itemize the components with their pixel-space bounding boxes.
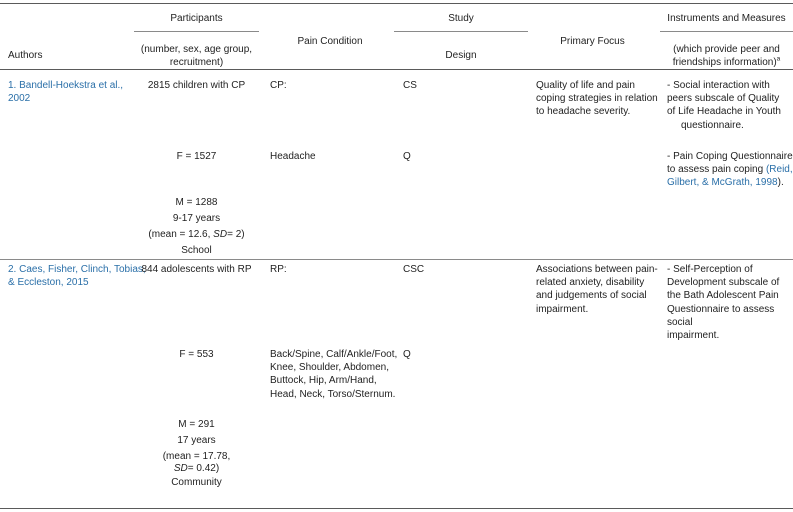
header-participants: Participants	[170, 13, 223, 24]
row2-focus-line4: impairment.	[536, 303, 589, 315]
row1-sd-label: SD	[213, 229, 228, 240]
row1-age: 9-17 years	[172, 213, 221, 224]
row2-instr1-line4: Questionnaire to assess social	[667, 303, 775, 328]
header-primary-focus: Primary Focus	[560, 36, 625, 47]
row2-pain-detail-line2: Knee, Shoulder, Abdomen,	[270, 362, 389, 374]
row2-design-sub: Q	[403, 349, 411, 360]
header-study: Study	[448, 13, 474, 24]
table-bottom-rule	[0, 508, 793, 509]
row1-instr2-line1: - Pain Coping Questionnaire	[667, 151, 793, 162]
header-participants-sub	[134, 43, 259, 69]
header-pain-condition: Pain Condition	[297, 36, 363, 47]
row1-design-sub: Q	[403, 151, 411, 162]
instruments-sub-line2-text: friendships information)	[672, 57, 777, 69]
row1-focus-line1: Quality of life and pain	[536, 80, 635, 91]
row2-focus-line3: and judgements of social	[536, 290, 647, 302]
row1-instrument1	[667, 79, 781, 132]
row2-focus-line1: Associations between pain-	[536, 264, 658, 275]
row2-age: 17 years	[177, 435, 216, 446]
row2-instrument1	[667, 263, 793, 342]
row2-instr1-line2: Development subscale of	[667, 277, 780, 289]
instruments-group-rule	[660, 31, 793, 32]
row2-focus	[536, 263, 658, 316]
row2-instr1-line1: - Self-Perception of	[667, 264, 753, 275]
participants-sub-line1: (number, sex, age group,	[140, 44, 253, 55]
row1-focus-line3: to headache severity.	[536, 106, 631, 118]
row1-author-line1[interactable]: 1. Bandell-Hoekstra et al.,	[8, 80, 124, 91]
row2-pain-detail-line1: Back/Spine, Calf/Ankle/Foot,	[270, 349, 398, 360]
row-divider	[0, 259, 793, 260]
row1-female: F = 1527	[176, 151, 217, 162]
row2-demographics	[134, 417, 259, 491]
row2-mean-line1: (mean = 17.78,	[162, 451, 231, 462]
header-authors: Authors	[8, 50, 43, 61]
participants-group-rule	[134, 31, 259, 32]
row2-participants-summary: 844 adolescents with RP	[141, 264, 252, 275]
row2-instr1-line3: the Bath Adolescent Pain	[667, 290, 779, 302]
row2-instr1-line5: impairment.	[667, 329, 720, 341]
row1-instr2-end: ).	[777, 177, 784, 189]
table-top-rule	[0, 3, 793, 4]
row1-pain-label: CP:	[270, 80, 287, 91]
participants-sub-line2: recruitment)	[169, 57, 224, 69]
row1-instr2-line2-pre: to assess pain coping	[667, 164, 766, 176]
row1-recruitment: School	[181, 245, 212, 256]
row1-instr2-line2	[667, 163, 793, 176]
instruments-sub-line1: (which provide peer and	[673, 44, 780, 55]
header-instruments-sub	[660, 43, 793, 69]
header-design: Design	[445, 50, 477, 61]
row1-instr1-line2: peers subscale of Quality	[667, 93, 780, 105]
row1-author[interactable]	[8, 79, 123, 105]
row1-instr1-line4: questionnaire.	[681, 119, 744, 131]
row1-demographics	[134, 195, 259, 259]
instruments-sub-line2	[660, 56, 793, 69]
row1-author-line2[interactable]: 2002	[8, 93, 31, 105]
row1-design-main: CS	[403, 80, 417, 91]
row1-mean	[134, 227, 259, 243]
row2-design-main: CSC	[403, 264, 425, 275]
study-group-rule	[394, 31, 528, 32]
row2-sd-label: SD	[173, 463, 188, 474]
row1-instr1-line1: - Social interaction with	[667, 80, 770, 91]
row1-mean-pre: (mean = 12.6,	[148, 229, 214, 240]
row1-male: M = 1288	[175, 197, 218, 208]
row2-pain-detail	[270, 348, 397, 401]
row1-focus	[536, 79, 658, 119]
row2-mean-post: = 0.42)	[187, 463, 220, 474]
row2-female: F = 553	[179, 349, 214, 360]
row2-author-line2[interactable]: & Eccleston, 2015	[8, 277, 89, 289]
row2-pain-detail-line3: Buttock, Hip, Arm/Hand,	[270, 375, 377, 387]
header-instruments: Instruments and Measures	[667, 13, 786, 24]
row2-male: M = 291	[178, 419, 215, 430]
row1-instr1-line3: of Life Headache in Youth	[667, 106, 781, 118]
row2-author[interactable]	[8, 263, 146, 289]
row1-pain-detail: Headache	[270, 151, 316, 162]
row2-pain-label: RP:	[270, 264, 287, 275]
footnote-mark: a	[776, 55, 781, 63]
row1-instr2-line3	[667, 176, 793, 189]
row2-author-line1[interactable]: 2. Caes, Fisher, Clinch, Tobias,	[8, 264, 146, 275]
row1-instr2-citation-b[interactable]: Gilbert, & McGrath, 1998	[667, 177, 778, 189]
row2-recruitment: Community	[171, 477, 222, 488]
row2-focus-line2: related anxiety, disability	[536, 277, 645, 289]
row2-mean-line2	[134, 463, 259, 475]
row1-mean-post: = 2)	[227, 229, 245, 240]
row1-instr2-citation-a[interactable]: (Reid,	[765, 164, 793, 176]
row1-focus-line2: coping strategies in relation	[536, 93, 658, 105]
row1-instrument2	[667, 150, 793, 190]
row2-pain-detail-line4: Head, Neck, Torso/Sternum.	[270, 388, 396, 400]
row1-participants-summary: 2815 children with CP	[147, 80, 246, 91]
